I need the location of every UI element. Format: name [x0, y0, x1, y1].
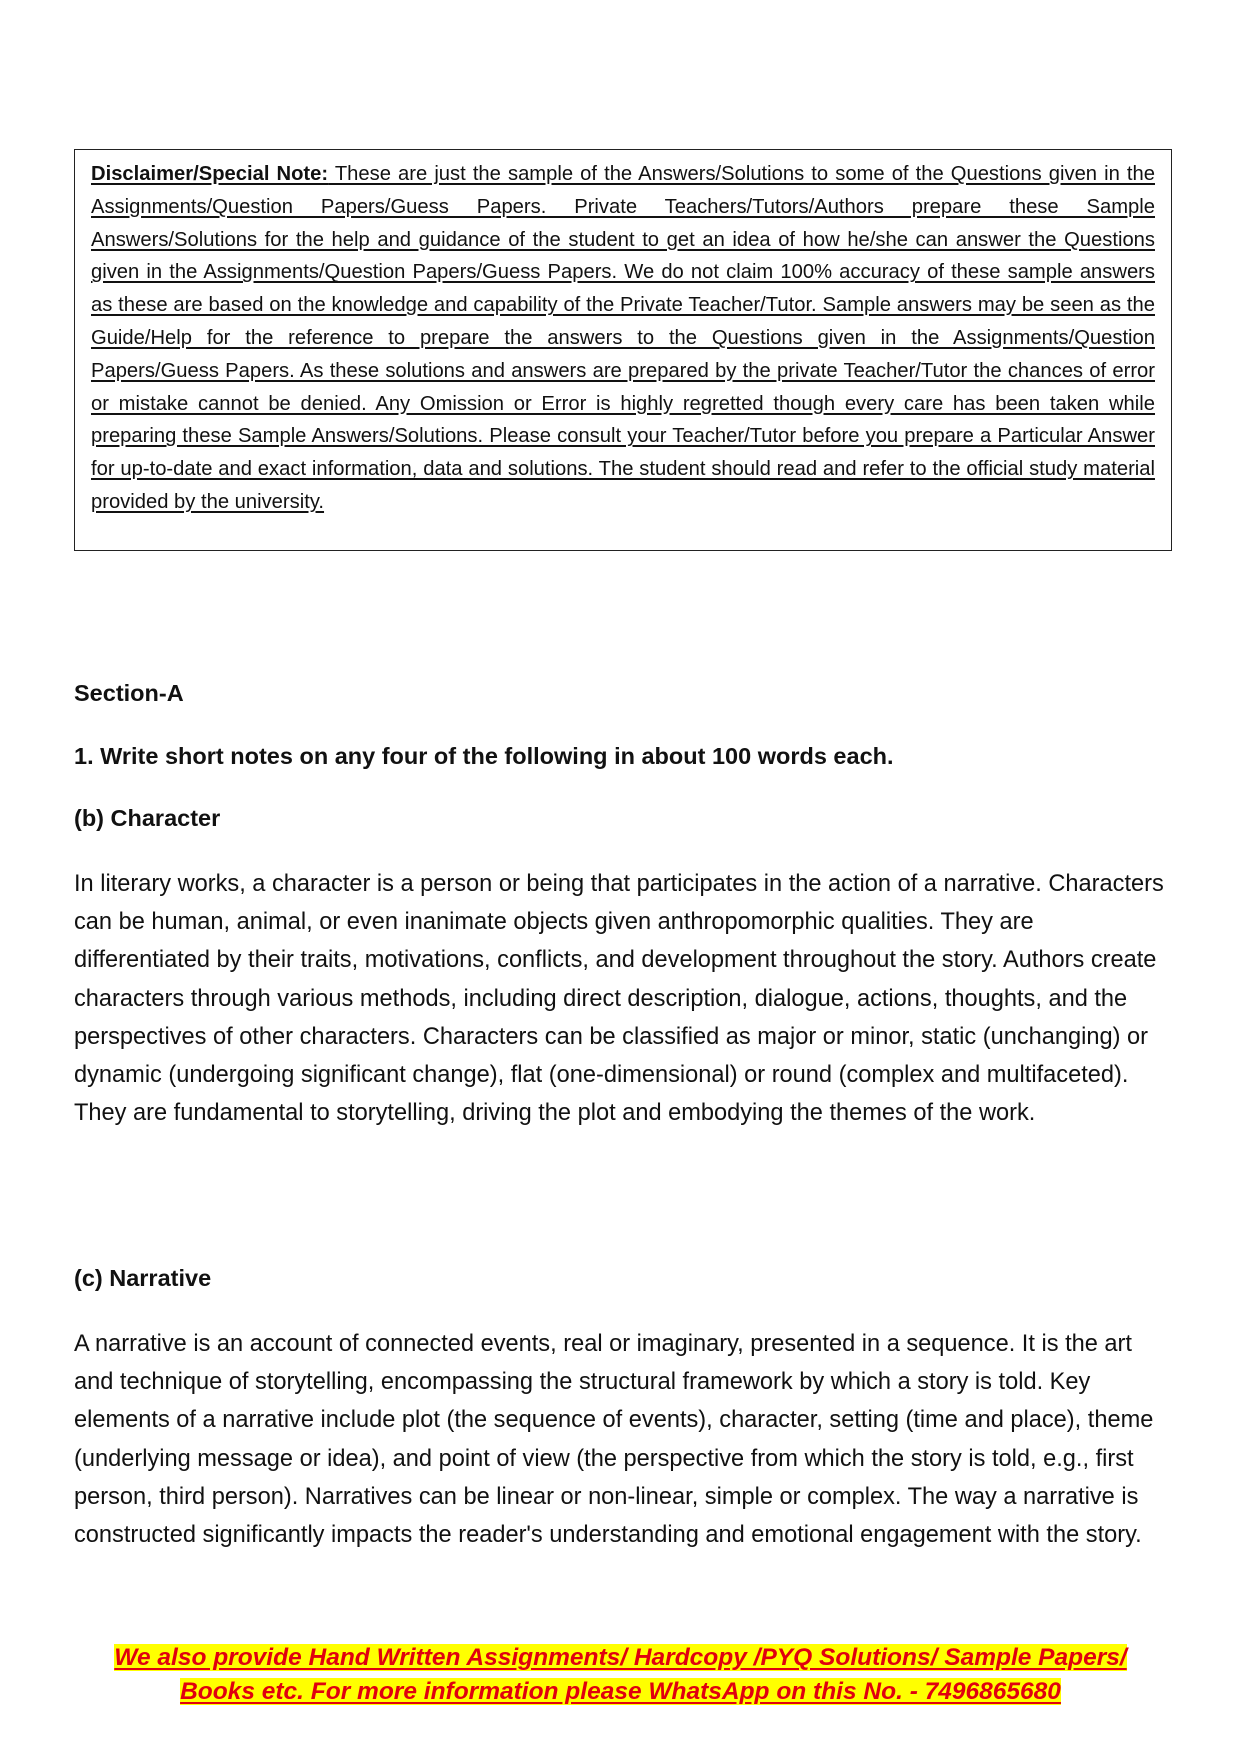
- item-body-character: In literary works, a character is a person or being that participates in the action of a narrative. Characters can be human, animal, or even inanimate objects given anthropomorphic qualities. They are differentiated by their traits, motivations, conflicts, and development throughout the story. Authors create characters through various methods, including direct description, dialogue, actions, thoughts, and the perspectives of other characters. Characters can be classified as major or minor, static (unchanging) or dynamic (undergoing significant change), flat (one-dimensional) or round (complex and multifaceted). They are fundamental to storytelling, driving the plot and embodying the themes of the work.: [74, 871, 1164, 1127]
- item-heading-character: (b) Character: [74, 805, 221, 831]
- disclaimer-box: [74, 149, 1172, 551]
- disclaimer-label: Disclaimer/Special Note:: [91, 163, 329, 185]
- promo-banner: [0, 1641, 1241, 1709]
- promo-line-2: Books etc. For more information please WhatsApp on this No. - 7496865680: [180, 1678, 1061, 1705]
- section-title: Section-A: [74, 680, 184, 706]
- promo-line-1: We also provide Hand Written Assignments/ Hardcopy /PYQ Solutions/ Sample Papers/: [114, 1644, 1127, 1671]
- item-heading-narrative: (c) Narrative: [74, 1265, 212, 1291]
- question-text: 1. Write short notes on any four of the following in about 100 words each.: [74, 743, 894, 769]
- disclaimer-body: These are just the sample of the Answers/Solutions to some of the Questions given in the Assignments/Question Papers/Guess Papers. Private Teachers/Tutors/Authors prepare these Sample Answers/Solutions for the help and guidance of the student to get an idea of how he/she can answer the Questions given in the Assignments/Question Papers/Guess Papers. We do not claim 100% accuracy of these sample answers as these are based on the knowledge and capability of the Private Teacher/Tutor. Sample answers may be seen as the Guide/Help for the reference to prepare the answers to the Questions given in the Assignments/Question Papers/Guess Papers. As these solutions and answers are prepared by the private Teacher/Tutor the chances of error or mistake cannot be denied. Any Omission or Error is highly regretted though every care has been taken while preparing these Sample Answers/Solutions. Please consult your Teacher/Tutor before you prepare a Particular Answer for up-to-date and exact information, data and solutions. The student should read and refer to the official study material provided by the university.: [91, 163, 1155, 513]
- disclaimer-text: [91, 158, 1155, 519]
- item-body-narrative: A narrative is an account of connected events, real or imaginary, presented in a sequence. It is the art and technique of storytelling, encompassing the structural framework by which a story is told. Key elements of a narrative include plot (the sequence of events), character, setting (time and place), theme (underlying message or idea), and point of view (the perspective from which the story is told, e.g., first person, third person). Narratives can be linear or non-linear, simple or complex. The way a narrative is constructed significantly impacts the reader's understanding and emotional engagement with the story.: [74, 1331, 1154, 1549]
